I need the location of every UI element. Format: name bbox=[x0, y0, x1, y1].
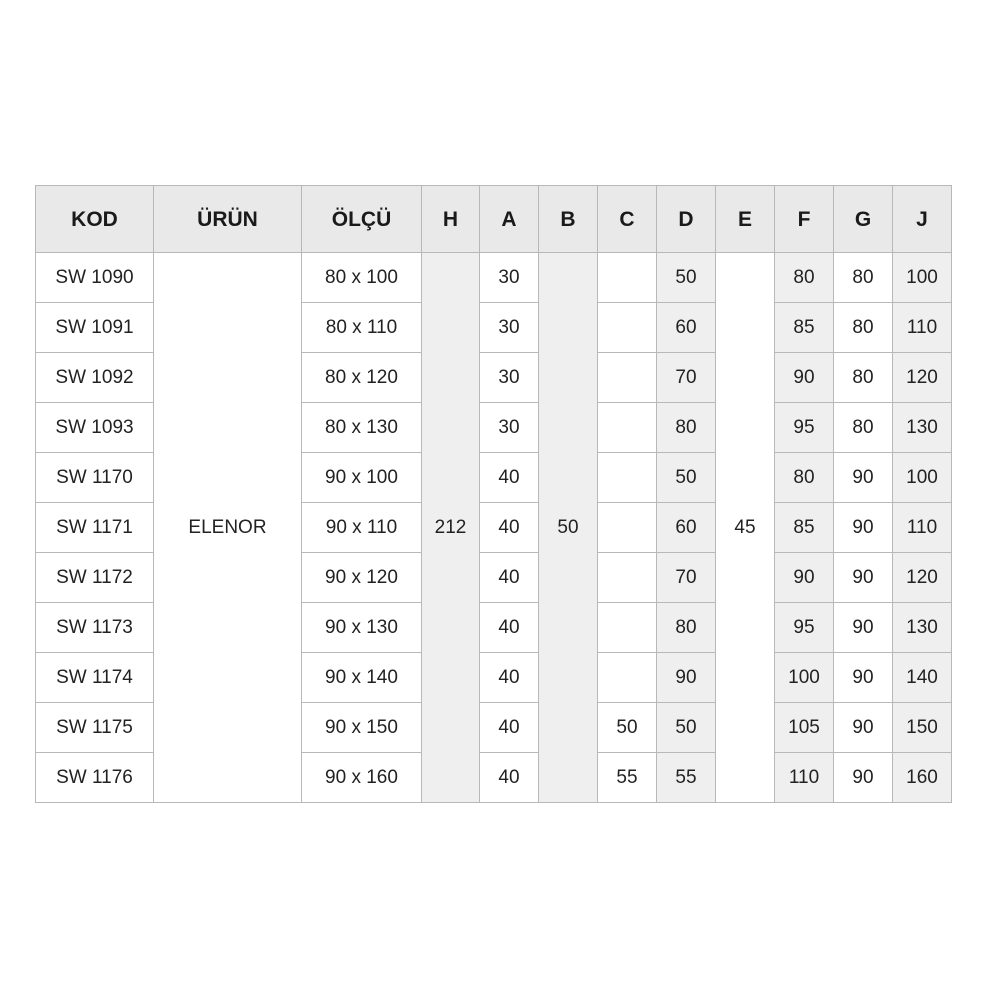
a-cell: 40 bbox=[480, 453, 539, 503]
olcu-cell: 90 x 100 bbox=[302, 453, 422, 503]
dimension-table bbox=[35, 185, 952, 803]
d-cell: 50 bbox=[657, 253, 716, 303]
kod-cell: SW 1092 bbox=[36, 353, 154, 403]
header-g: G bbox=[834, 186, 893, 253]
c-cell bbox=[598, 353, 657, 403]
g-cell: 90 bbox=[834, 753, 893, 803]
kod-cell: SW 1091 bbox=[36, 303, 154, 353]
g-cell: 80 bbox=[834, 303, 893, 353]
kod-cell: SW 1175 bbox=[36, 703, 154, 753]
f-cell: 110 bbox=[775, 753, 834, 803]
c-cell bbox=[598, 653, 657, 703]
d-cell: 70 bbox=[657, 353, 716, 403]
g-cell: 80 bbox=[834, 403, 893, 453]
product-name: ELENOR bbox=[154, 253, 302, 803]
c-cell bbox=[598, 553, 657, 603]
header-f: F bbox=[775, 186, 834, 253]
d-cell: 60 bbox=[657, 303, 716, 353]
olcu-cell: 90 x 110 bbox=[302, 503, 422, 553]
j-cell: 150 bbox=[893, 703, 952, 753]
header-kod: KOD bbox=[36, 186, 154, 253]
f-cell: 90 bbox=[775, 353, 834, 403]
d-cell: 55 bbox=[657, 753, 716, 803]
g-cell: 90 bbox=[834, 603, 893, 653]
g-cell: 80 bbox=[834, 353, 893, 403]
kod-cell: SW 1174 bbox=[36, 653, 154, 703]
d-cell: 50 bbox=[657, 453, 716, 503]
header-urun: ÜRÜN bbox=[154, 186, 302, 253]
c-cell bbox=[598, 253, 657, 303]
f-cell: 100 bbox=[775, 653, 834, 703]
d-cell: 50 bbox=[657, 703, 716, 753]
d-cell: 70 bbox=[657, 553, 716, 603]
olcu-cell: 90 x 140 bbox=[302, 653, 422, 703]
g-cell: 90 bbox=[834, 653, 893, 703]
d-cell: 90 bbox=[657, 653, 716, 703]
a-cell: 40 bbox=[480, 503, 539, 553]
f-cell: 90 bbox=[775, 553, 834, 603]
kod-cell: SW 1176 bbox=[36, 753, 154, 803]
f-cell: 95 bbox=[775, 403, 834, 453]
j-cell: 140 bbox=[893, 653, 952, 703]
d-cell: 80 bbox=[657, 403, 716, 453]
kod-cell: SW 1172 bbox=[36, 553, 154, 603]
c-cell bbox=[598, 453, 657, 503]
olcu-cell: 90 x 150 bbox=[302, 703, 422, 753]
j-cell: 120 bbox=[893, 353, 952, 403]
c-cell bbox=[598, 403, 657, 453]
olcu-cell: 80 x 100 bbox=[302, 253, 422, 303]
g-cell: 90 bbox=[834, 553, 893, 603]
header-olcu: ÖLÇÜ bbox=[302, 186, 422, 253]
b-value: 50 bbox=[539, 253, 598, 803]
a-cell: 30 bbox=[480, 403, 539, 453]
kod-cell: SW 1171 bbox=[36, 503, 154, 553]
a-cell: 40 bbox=[480, 753, 539, 803]
a-cell: 30 bbox=[480, 353, 539, 403]
f-cell: 85 bbox=[775, 503, 834, 553]
j-cell: 110 bbox=[893, 503, 952, 553]
d-cell: 80 bbox=[657, 603, 716, 653]
c-cell bbox=[598, 603, 657, 653]
f-cell: 80 bbox=[775, 453, 834, 503]
olcu-cell: 80 x 120 bbox=[302, 353, 422, 403]
f-cell: 105 bbox=[775, 703, 834, 753]
c-cell: 55 bbox=[598, 753, 657, 803]
header-d: D bbox=[657, 186, 716, 253]
header-b: B bbox=[539, 186, 598, 253]
d-cell: 60 bbox=[657, 503, 716, 553]
header-c: C bbox=[598, 186, 657, 253]
j-cell: 110 bbox=[893, 303, 952, 353]
olcu-cell: 80 x 110 bbox=[302, 303, 422, 353]
kod-cell: SW 1093 bbox=[36, 403, 154, 453]
kod-cell: SW 1170 bbox=[36, 453, 154, 503]
j-cell: 100 bbox=[893, 253, 952, 303]
olcu-cell: 90 x 120 bbox=[302, 553, 422, 603]
j-cell: 100 bbox=[893, 453, 952, 503]
e-value: 45 bbox=[716, 253, 775, 803]
g-cell: 80 bbox=[834, 253, 893, 303]
c-cell: 50 bbox=[598, 703, 657, 753]
a-cell: 40 bbox=[480, 553, 539, 603]
olcu-cell: 90 x 160 bbox=[302, 753, 422, 803]
c-cell bbox=[598, 303, 657, 353]
f-cell: 85 bbox=[775, 303, 834, 353]
header-e: E bbox=[716, 186, 775, 253]
c-cell bbox=[598, 503, 657, 553]
g-cell: 90 bbox=[834, 503, 893, 553]
a-cell: 40 bbox=[480, 653, 539, 703]
a-cell: 30 bbox=[480, 253, 539, 303]
f-cell: 80 bbox=[775, 253, 834, 303]
a-cell: 30 bbox=[480, 303, 539, 353]
olcu-cell: 80 x 130 bbox=[302, 403, 422, 453]
header-j: J bbox=[893, 186, 952, 253]
a-cell: 40 bbox=[480, 703, 539, 753]
olcu-cell: 90 x 130 bbox=[302, 603, 422, 653]
header-h: H bbox=[422, 186, 480, 253]
h-value: 212 bbox=[422, 253, 480, 803]
f-cell: 95 bbox=[775, 603, 834, 653]
header-a: A bbox=[480, 186, 539, 253]
j-cell: 130 bbox=[893, 403, 952, 453]
kod-cell: SW 1090 bbox=[36, 253, 154, 303]
a-cell: 40 bbox=[480, 603, 539, 653]
j-cell: 130 bbox=[893, 603, 952, 653]
kod-cell: SW 1173 bbox=[36, 603, 154, 653]
header-row bbox=[36, 186, 952, 253]
g-cell: 90 bbox=[834, 453, 893, 503]
j-cell: 160 bbox=[893, 753, 952, 803]
j-cell: 120 bbox=[893, 553, 952, 603]
g-cell: 90 bbox=[834, 703, 893, 753]
table-row bbox=[36, 253, 952, 303]
